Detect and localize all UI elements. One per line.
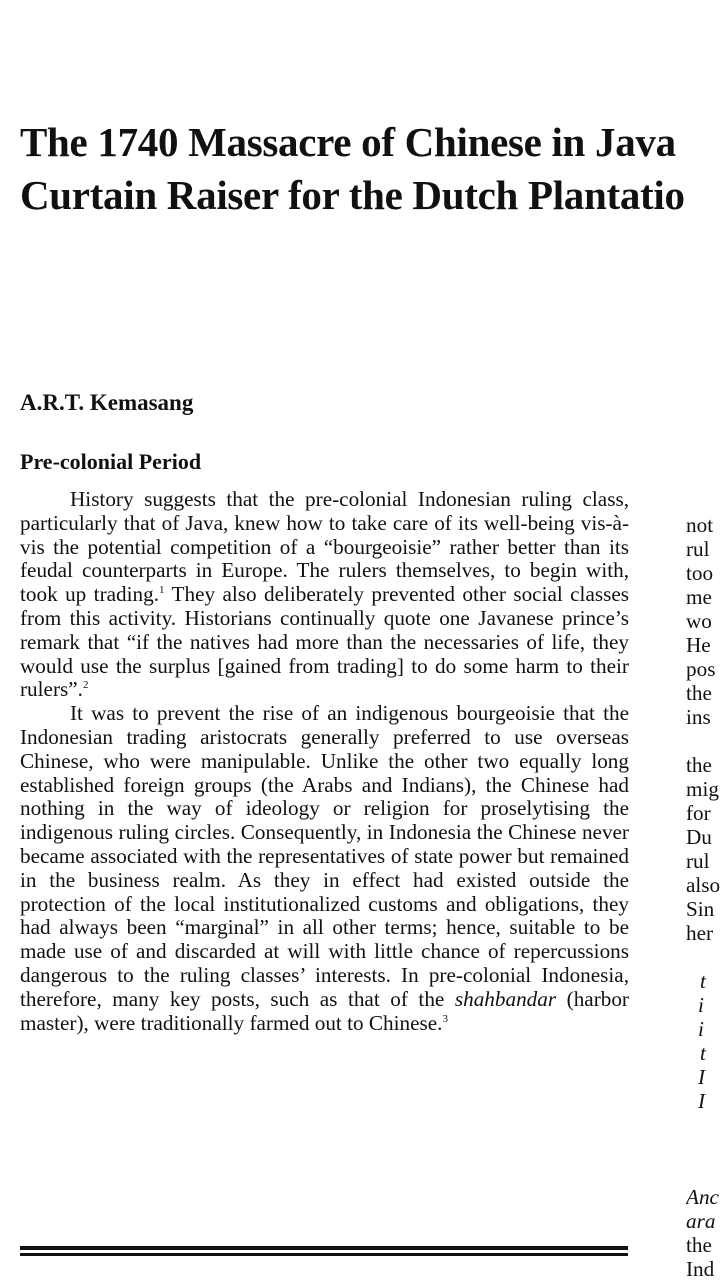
right-fragment: He [686, 633, 711, 657]
left-column [20, 488, 629, 1035]
paragraph-1-text-b: They also deliberately prevented other social classes from this activity. Historians continually quote one Javanese prince’s remark that “if the natives had more than the necessaries of life, they would use the surplus [gained from trading] to do some harm to their rulers”. [20, 582, 629, 702]
paragraph-1 [20, 488, 629, 702]
right-fragment: rul [686, 537, 710, 561]
right-fragment: the [686, 1233, 712, 1257]
right-fragment: Sin [686, 897, 715, 921]
right-column-cropped [686, 0, 720, 1280]
right-fragment: rul [686, 849, 710, 873]
footnote-separator-thick [20, 1246, 628, 1250]
right-fragment: Du [686, 825, 712, 849]
right-fragment: for [686, 801, 711, 825]
right-fragment: wo [686, 609, 712, 633]
right-fragment: i [698, 993, 704, 1017]
right-fragment: t [700, 1041, 706, 1065]
author-name: A.R.T. Kemasang [20, 390, 194, 415]
footnote-ref-1[interactable]: 1 [159, 584, 165, 597]
right-fragment: t [700, 969, 706, 993]
right-fragment: Ind [686, 1257, 715, 1280]
right-fragment: also [686, 873, 720, 897]
right-fragment: pos [686, 657, 716, 681]
paragraph-2-text-a: It was to prevent the rise of an indigenous bourgeoisie that the Indonesian trading aristocrats generally preferred to use overseas Chinese, who were manipulable. Unlike the other two equally long established foreign groups (the Arabs and Indians), the Chinese had nothing in the way of ideology or religion for proselytising the indigenous ruling circles. Consequently, in Indonesia the Chinese never became associated with the representatives of state power but remained in the business realm. As they in effect had existed outside the protection of the local institutionalized customs and obligations, they had always been “marginal” in all other terms; hence, suitable to be made use of and discarded at will with little chance of repercussions dangerous to the ruling classes’ interests. In pre-colonial Indonesia, therefore, many key posts, such as that of the [20, 701, 629, 1011]
article-title [20, 116, 685, 222]
right-fragment: not [686, 513, 714, 537]
paragraph-2-text-b: (harbor master), were traditionally farmed out to Chinese. [20, 986, 629, 1035]
right-fragment: I [698, 1089, 706, 1113]
right-fragment: the [686, 753, 712, 777]
right-fragment: I [698, 1065, 706, 1089]
right-fragment: too [686, 561, 714, 585]
right-fragment: i [698, 1017, 704, 1041]
right-fragment: me [686, 585, 712, 609]
footnote-separator-thin [20, 1253, 628, 1256]
footnote-ref-2[interactable]: 2 [82, 679, 89, 692]
right-fragment: her [686, 921, 714, 945]
right-fragment: ara [686, 1209, 716, 1233]
footnote-ref-3[interactable]: 3 [442, 1012, 448, 1025]
section-heading: Pre-colonial Period [20, 449, 202, 474]
title-line-2: Curtain Raiser for the Dutch Plantatio [20, 172, 685, 218]
right-fragment: mig [686, 777, 719, 801]
italic-term: shahbandar [454, 986, 557, 1011]
right-fragment: the [686, 681, 712, 705]
paragraph-2 [20, 702, 629, 1035]
paragraph-1-text-a: History suggests that the pre-colonial Indonesian ruling class, particularly that of Java, knew how to take care of its well-being vis-à-vis the potential competition of a “bourgeoisie” rather better than its feudal counterparts in Europe. The rulers themselves, to begin with, took up trading. [20, 487, 629, 607]
right-fragment: Anc [686, 1185, 719, 1209]
right-fragment: ins [686, 705, 711, 729]
title-line-1: The 1740 Massacre of Chinese in Java [20, 119, 676, 165]
